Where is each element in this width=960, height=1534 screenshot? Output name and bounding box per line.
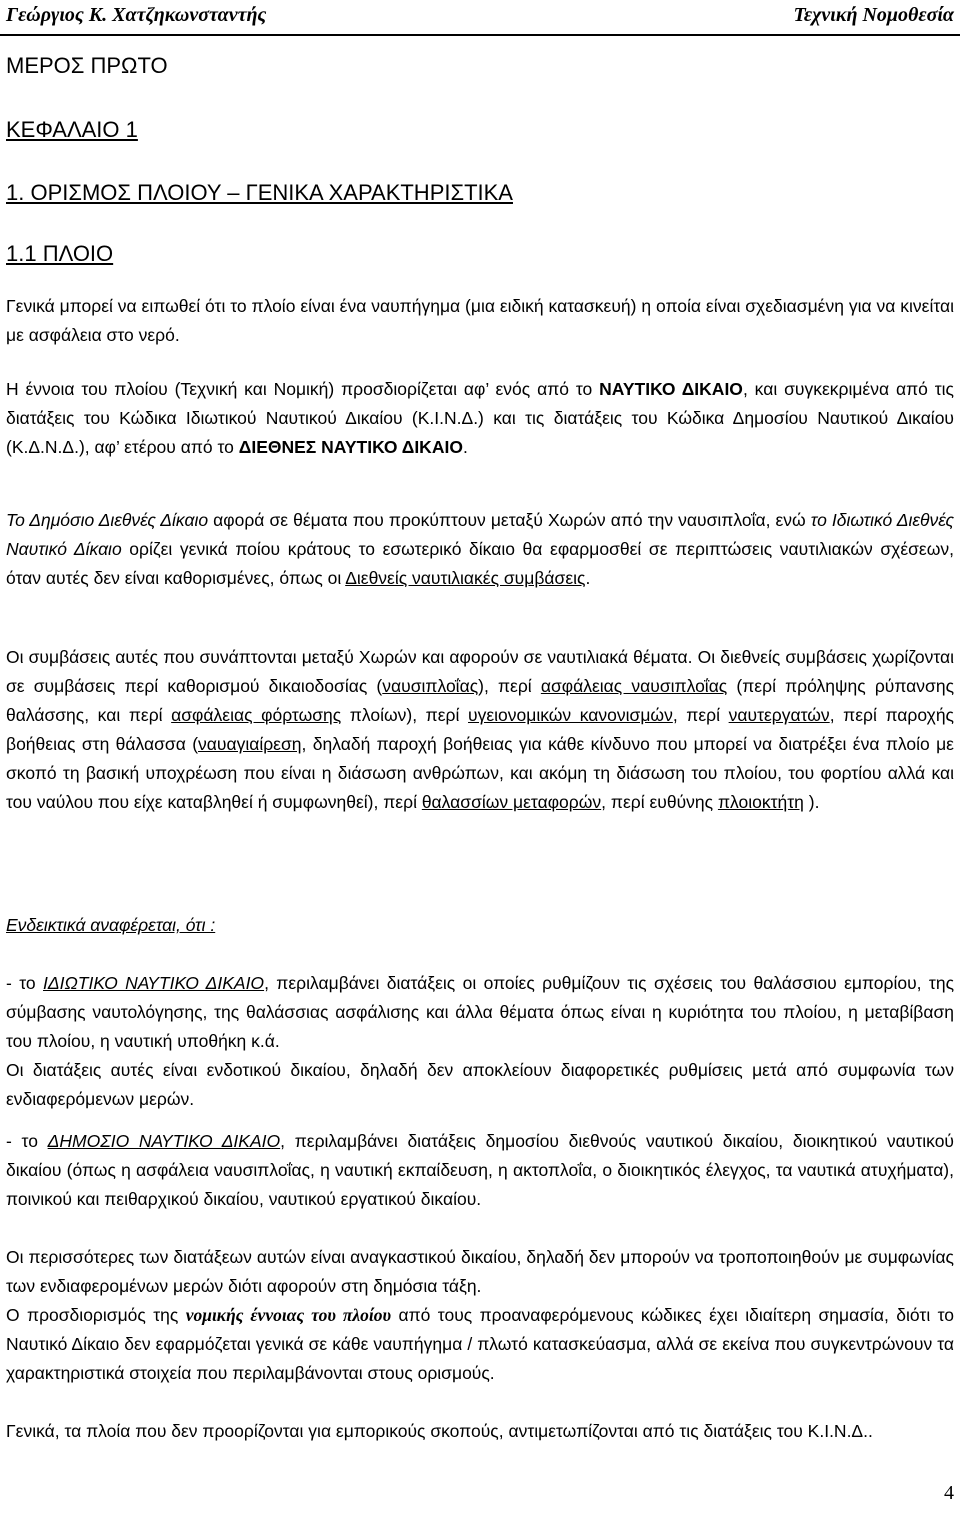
section-heading: 1. ΟΡΙΣΜΟΣ ΠΛΟΙΟΥ – ΓΕΝΙΚΑ ΧΑΡΑΚΤΗΡΙΣΤΙΚΑ (6, 180, 513, 205)
header-title: Τεχνική Νομοθεσία (793, 4, 954, 26)
chapter-heading: ΚΕΦΑΛΑΙΟ 1 (6, 117, 138, 142)
paragraph-8: - το ΔΗΜΟΣΙΟ ΝΑΥΤΙΚΟ ΔΙΚΑΙΟ, περιλαμβάνει διατάξεις δημοσίου διεθνούς ναυτικού δικαίου, διοικητικού ναυτικού δικαίου (όπως η ασφάλεια ναυσιπλοΐας, η ναυτική εκπαίδευση, η ακτοπλοΐα, ο διοικητικός έλεγχος, τα ναυτικά ατυχήματα), ποινικού και πειθαρχικού δικαίου, ναυτικού εργατικού δικαίου. (6, 1131, 954, 1209)
paragraph-5: Ενδεικτικά αναφέρεται, ότι : (6, 915, 216, 935)
subsection-heading: 1.1 ΠΛΟΙΟ (6, 241, 114, 266)
paragraph-11: Γενικά, τα πλοία που δεν προορίζονται για εμπορικούς σκοπούς, αντιμετωπίζονται από τις διατάξεις του Κ.Ι.Ν.Δ.. (6, 1421, 873, 1441)
header-author: Γεώργιος Κ. Χατζηκωνσταντής (6, 4, 267, 26)
paragraph-2: Η έννοια του πλοίου (Τεχνική και Νομική) προσδιορίζεται αφ’ ενός από το ΝΑΥΤΙΚΟ ΔΙΚΑΙΟ, και συγκεκριμένα από τις διατάξεις του Κώδικα Ιδιωτικού Ναυτικού Δικαίου (Κ.Ι.Ν.Δ.) και τις διατάξεις του Κώδικα Δημοσίου Ναυτικού Δικαίου (Κ.Δ.Ν.Δ.), αφ’ ετέρου από το ΔΙΕΘΝΕΣ ΝΑΥΤΙΚΟ ΔΙΚΑΙΟ. (6, 379, 954, 457)
paragraph-10: Ο προσδιορισμός της νομικής έννοιας του πλοίου από τους προαναφερόμενους κώδικες έχει ιδιαίτερη σημασία, διότι το Ναυτικό Δίκαιο δεν εφαρμόζεται γενικά σε κάθε ναυπήγημα / πλωτό κατασκεύασμα, αλλά σε εκείνα που συγκεντρώνουν τα χαρακτηριστικά στοιχεία που περιλαμβάνονται στους ορισμούς. (6, 1305, 954, 1383)
paragraph-3: Το Δημόσιο Διεθνές Δίκαιο αφορά σε θέματα που προκύπτουν μεταξύ Χωρών από την ναυσιπλοΐα, ενώ το Ιδιωτικό Διεθνές Ναυτικό Δίκαιο ορίζει γενικά ποίου κράτους το εσωτερικό δίκαιο θα εφαρμοσθεί σε περιπτώσεις ναυτιλιακών σχέσεων, όταν αυτές δεν είναι καθορισμένες, όπως οι Διεθνείς ναυτιλιακές συμβάσεις. (6, 510, 955, 588)
page-header (0, 0, 960, 36)
paragraph-7: Οι διατάξεις αυτές είναι ενδοτικού δικαίου, δηλαδή δεν αποκλείουν διαφορετικές ρυθμίσεις μετά από συμφωνία των ενδιαφερόμενων μερών. (6, 1060, 954, 1109)
paragraph-9: Οι περισσότερες των διατάξεων αυτών είναι αναγκαστικού δικαίου, δηλαδή δεν μπορούν να τροποποιηθούν με συμφωνίας των ενδιαφερομένων μερών διότι αφορούν στη δημόσια τάξη. (6, 1247, 954, 1296)
page-number: 4 (944, 1482, 954, 1504)
paragraph-1: Γενικά μπορεί να ειπωθεί ότι το πλοίο είναι ένα ναυπήγημα (μια ειδική κατασκευή) η οποία είναι σχεδιασμένη για να κινείται με ασφάλεια στο νερό. (6, 296, 954, 345)
part-heading: ΜΕΡΟΣ ΠΡΩΤΟ (6, 53, 168, 78)
paragraph-4: Οι συμβάσεις αυτές που συνάπτονται μεταξύ Χωρών και αφορούν σε ναυτιλιακά θέματα. Οι διεθνείς συμβάσεις χωρίζονται σε συμβάσεις περί καθορισμού δικαιοδοσίας (ναυσιπλοΐας), περί ασφάλειας ναυσιπλοΐας (περί πρόληψης ρύπανσης θαλάσσης, και περί ασφάλειας φόρτωσης πλοίων), περί υγειονομικών κανονισμών, περί ναυτεργατών, περί παροχής βοήθειας στη θάλασσα (ναυαγιαίρεση, δηλαδή παροχή βοήθειας για κάθε κίνδυνο που μπορεί να διατρέξει ένα πλοίο με σκοπό τη βασική υποχρέωση που είναι η διάσωση ανθρώπων, και ακόμη τη διάσωση του πλοίου, του φορτίου αλλά και του ναύλου που είχε καταβληθεί ή συμφωνηθεί), περί θαλασσίων μεταφορών, περί ευθύνης πλοιοκτήτη ). (6, 647, 955, 812)
paragraph-6: - το ΙΔΙΩΤΙΚΟ ΝΑΥΤΙΚΟ ΔΙΚΑΙΟ, περιλαμβάνει διατάξεις οι οποίες ρυθμίζουν τις σχέσεις του θαλάσσιου εμπορίου, της σύμβασης ναυτολόγησης, της θαλάσσιας ασφάλισης και άλλα θέματα όπως είναι η κυριότητα του πλοίου, η μεταβίβαση του πλοίου, η ναυτική υποθήκη κ.ά. (6, 973, 955, 1051)
